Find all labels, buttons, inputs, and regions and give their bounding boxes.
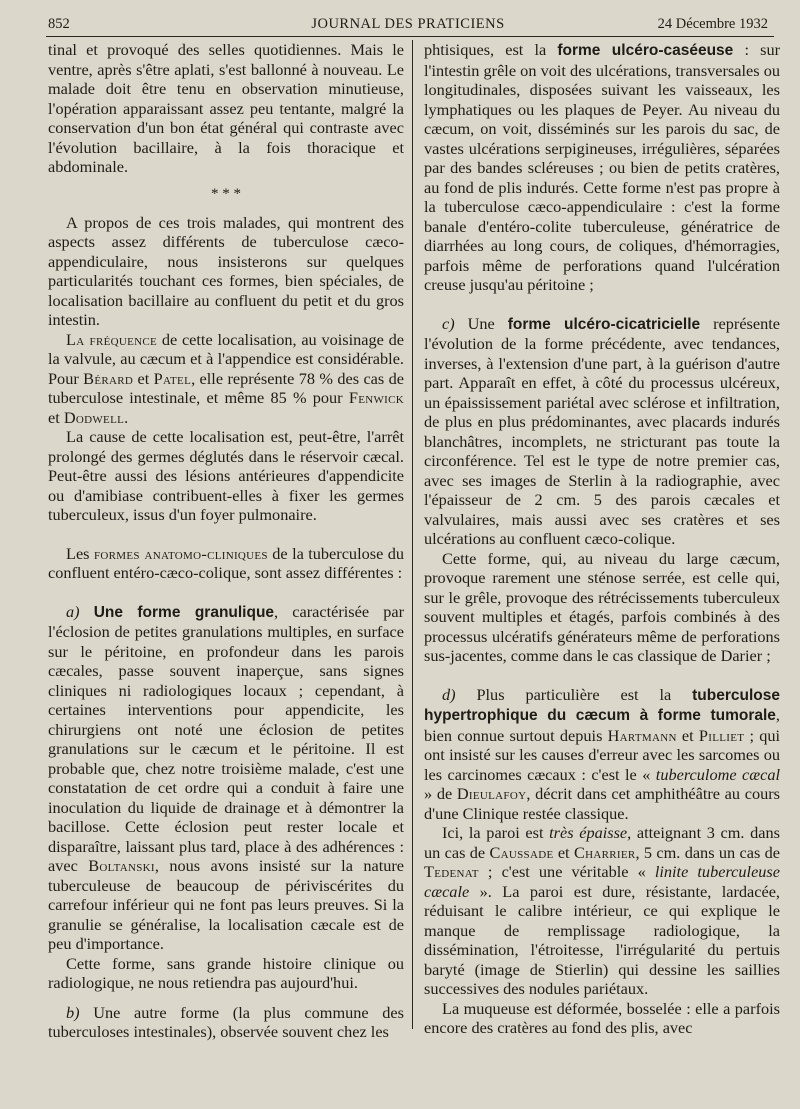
author-name: Tedenat — [424, 862, 479, 881]
section-asterism: * * * — [211, 185, 241, 202]
paragraph: A propos de ces trois malades, qui montrent des aspects assez différents de tuberculose cæco-appendiculaire, nous insisterons sur quelques particularités touchant ces formes, bien spéciales, de localisation bacillaire au confluent du petit et du gros intestin. — [48, 212, 404, 329]
author-name: Charrier — [573, 842, 636, 862]
paragraph: Ici, la paroi est très épaisse, atteignant 3 cm. dans un cas de Caussade et Charrier, 5 cm. dans un cas de Tedenat ; c'est une véritable « linite tuberculeuse cæcale ». La paroi est dure, résistante, lardacée, réduisant le calibre intérieur, ce qui explique le manque de remplissage radiologique, la dissémination, l'étroitesse, l'irrégularité du pertuis baryté (image de Stierlin) qui dessine les saillies successives des nodules pariétaux. — [424, 823, 781, 998]
small-caps-term: formes anatomo-cliniques — [93, 543, 268, 563]
paragraph: La muqueuse est déformée, bosselée : elle a parfois encore des cratères au fond des plis, avec — [424, 998, 780, 1037]
italic-term: linite tuberculeuse cæcale — [424, 862, 780, 901]
paragraph: d) Plus particulière est la tuberculose hypertrophique du cæcum à forme tumorale, bien connue surtout depuis Hartmann et Pilliet ; qui ont insisté sur les causes d'erreur avec les sarcomes ou les carcinomes cæcaux : c'est le « tuberculome cæcal » de Dieulafoy, décrit dans cet amphithéâtre au cours d'une Clinique restée classique. — [424, 684, 780, 823]
bold-term: forme ulcéro-cicatricielle — [507, 315, 701, 333]
paragraph: c) Une forme ulcéro-cicatricielle représente l'évolution de la forme précédente, avec tendances, inverses, à l'extension d'une part, à la guérison d'autre part. Apparaît en effet, à côté du processus ulcéreux, un épaississement pariétal avec sclérose et infiltration, de plus en plus prédominantes, avec placards indurés blanchâtres, incomplets, ne stricturant pas toute la circonférence. Tel est le type de notre premier cas, avec ses images de Sterlin à la radiographie, avec l'épaisseur de 2 cm. 5 des parois cæcales et valvulaires, mais aussi avec ses cratères et ses ulcérations au confluent cæco-colique. — [424, 313, 781, 548]
header-rule — [46, 36, 774, 37]
paragraph: La fréquence de cette localisation, au voisinage de la valvule, au cæcum et à l'appendice est considérable. Pour Bérard et Patel, elle représente 78 % des cas de tuberculose intestinale, et même 85 % pour Fenwick et Dodwell. — [48, 329, 405, 427]
list-label: a) — [66, 601, 80, 621]
author-name: Dieulafoy — [456, 784, 527, 803]
paragraph: tinal et provoqué des selles quotidiennes. Mais le ventre, après s'être aplati, s'est ballonné à nouveau. Le malade doit être tenu en observation minutieuse, l'opération apparaissant assez peu tentante, malgré la conservation d'un bon état général qui contraste avec l'évolution bacillaire, à la fois thoracique et abdominale. — [48, 40, 404, 176]
bold-term: forme ulcéro-caséeuse — [557, 42, 734, 59]
paragraph: phtisiques, est la forme ulcéro-caséeuse : sur l'intestin grêle on voit des ulcérations, transversales ou longitudinales, disposées suivant les vaisseaux, les lymphatiques ou les plaques de Peyer. Au niveau du cæcum, on voit, disséminés sur les parois du sac, de vastes ulcérations serpigineuses, irrégulières, séparées par des bandes scléreuses ; ou bien de petits cratères, au fond de plis indurés. Cette forme n'est pas propre à la tuberculose cæco-appendiculaire : c'est la forme banale d'entéro-colite tuberculeuse, génératrice de diarrhées au long cours, de coliques, d'hémorragies, parfois même de perforations quand l'ulcération creuse jusqu'au péritoine ; — [424, 40, 780, 294]
paragraph: b) Une autre forme (la plus commune des tuberculoses intestinales), observée souvent chez les — [48, 1002, 404, 1041]
list-label: b) — [66, 1002, 80, 1022]
author-name: Hartmann — [607, 725, 677, 745]
bold-term: tuberculose hypertrophique du cæcum à forme tumorale — [424, 686, 780, 724]
list-label: d) — [442, 684, 456, 704]
left-column — [48, 40, 404, 1079]
italic-term: très épaisse — [549, 823, 628, 842]
author-name: Bérard — [83, 368, 134, 388]
author-name: Caussade — [489, 842, 554, 862]
paragraph: Cette forme, qui, au niveau du large cæcum, provoque rarement une sténose serrée, est celle qui, sur le grêle, provoque des rétrécissements tuberculeux souvent multiples et étagés, parfois combinés à des processus ulcératifs générateurs même de perforations sus-jacentes, comme dans le cas classique de Darier ; — [424, 548, 780, 665]
list-label: c) — [442, 313, 455, 333]
author-name: Dodwell — [63, 407, 125, 427]
issue-date: 24 Décembre 1932 — [657, 16, 768, 32]
right-column — [424, 40, 780, 1079]
paragraph: Cette forme, sans grande histoire clinique ou radiologique, ne nous retiendra pas aujourd'hui. — [48, 953, 404, 992]
author-name: Boltanski — [88, 856, 155, 875]
paragraph: La cause de cette localisation est, peut-être, l'arrêt prolongé des germes déglutés dans le réservoir cæcal. Peut-être aussi des lésions antérieures d'appendicite ou d'amibiase contribuent-elles à fixer les germes tuberculeux, issus d'un foyer pulmonaire. — [48, 427, 404, 524]
paragraph: Les formes anatomo-cliniques de la tuberculose du confluent entéro-cæco-colique, sont assez différentes : — [48, 543, 405, 582]
running-header — [48, 14, 768, 36]
author-name: Pilliet — [698, 725, 745, 745]
small-caps-term: La fréquence — [66, 329, 158, 349]
author-name: Fenwick — [348, 388, 404, 407]
page-number: 852 — [48, 16, 70, 32]
author-name: Patel — [153, 368, 192, 388]
italic-term: tuberculome cæcal — [655, 764, 780, 784]
paragraph: a) Une forme granulique, caractérisée par l'éclosion de petites granulations multiples, en surface sur le péritoine, en profondeur dans les parois cæcales, passe souvent inaperçue, sans signes cliniques ni radiologiques locaux ; cependant, à certaines interventions pour appendicite, les chirurgiens ont noté une éclosion de petites granulations sur le cæcum et le péritoine. Il est probable que, chez notre troisième malade, c'est une constatation de cet ordre qui a conduit à faire une inoculation du liquide de drainage et à démontrer la bacillose. Cette éclosion peut rester locale et disparaître, laissant plus tard, place à des adhérences : avec Boltanski, nous avons insisté sur la nature tuberculeuse de beaucoup de périviscérites du carrefour inférieur qui ne font pas leurs preuves. Si la granulie se généralise, la localisation cæcale est de peu d'importance. — [48, 601, 405, 953]
bold-term: Une forme granulique — [93, 603, 275, 621]
journal-title: JOURNAL DES PRATICIENS — [311, 16, 505, 32]
column-divider — [412, 40, 413, 1029]
